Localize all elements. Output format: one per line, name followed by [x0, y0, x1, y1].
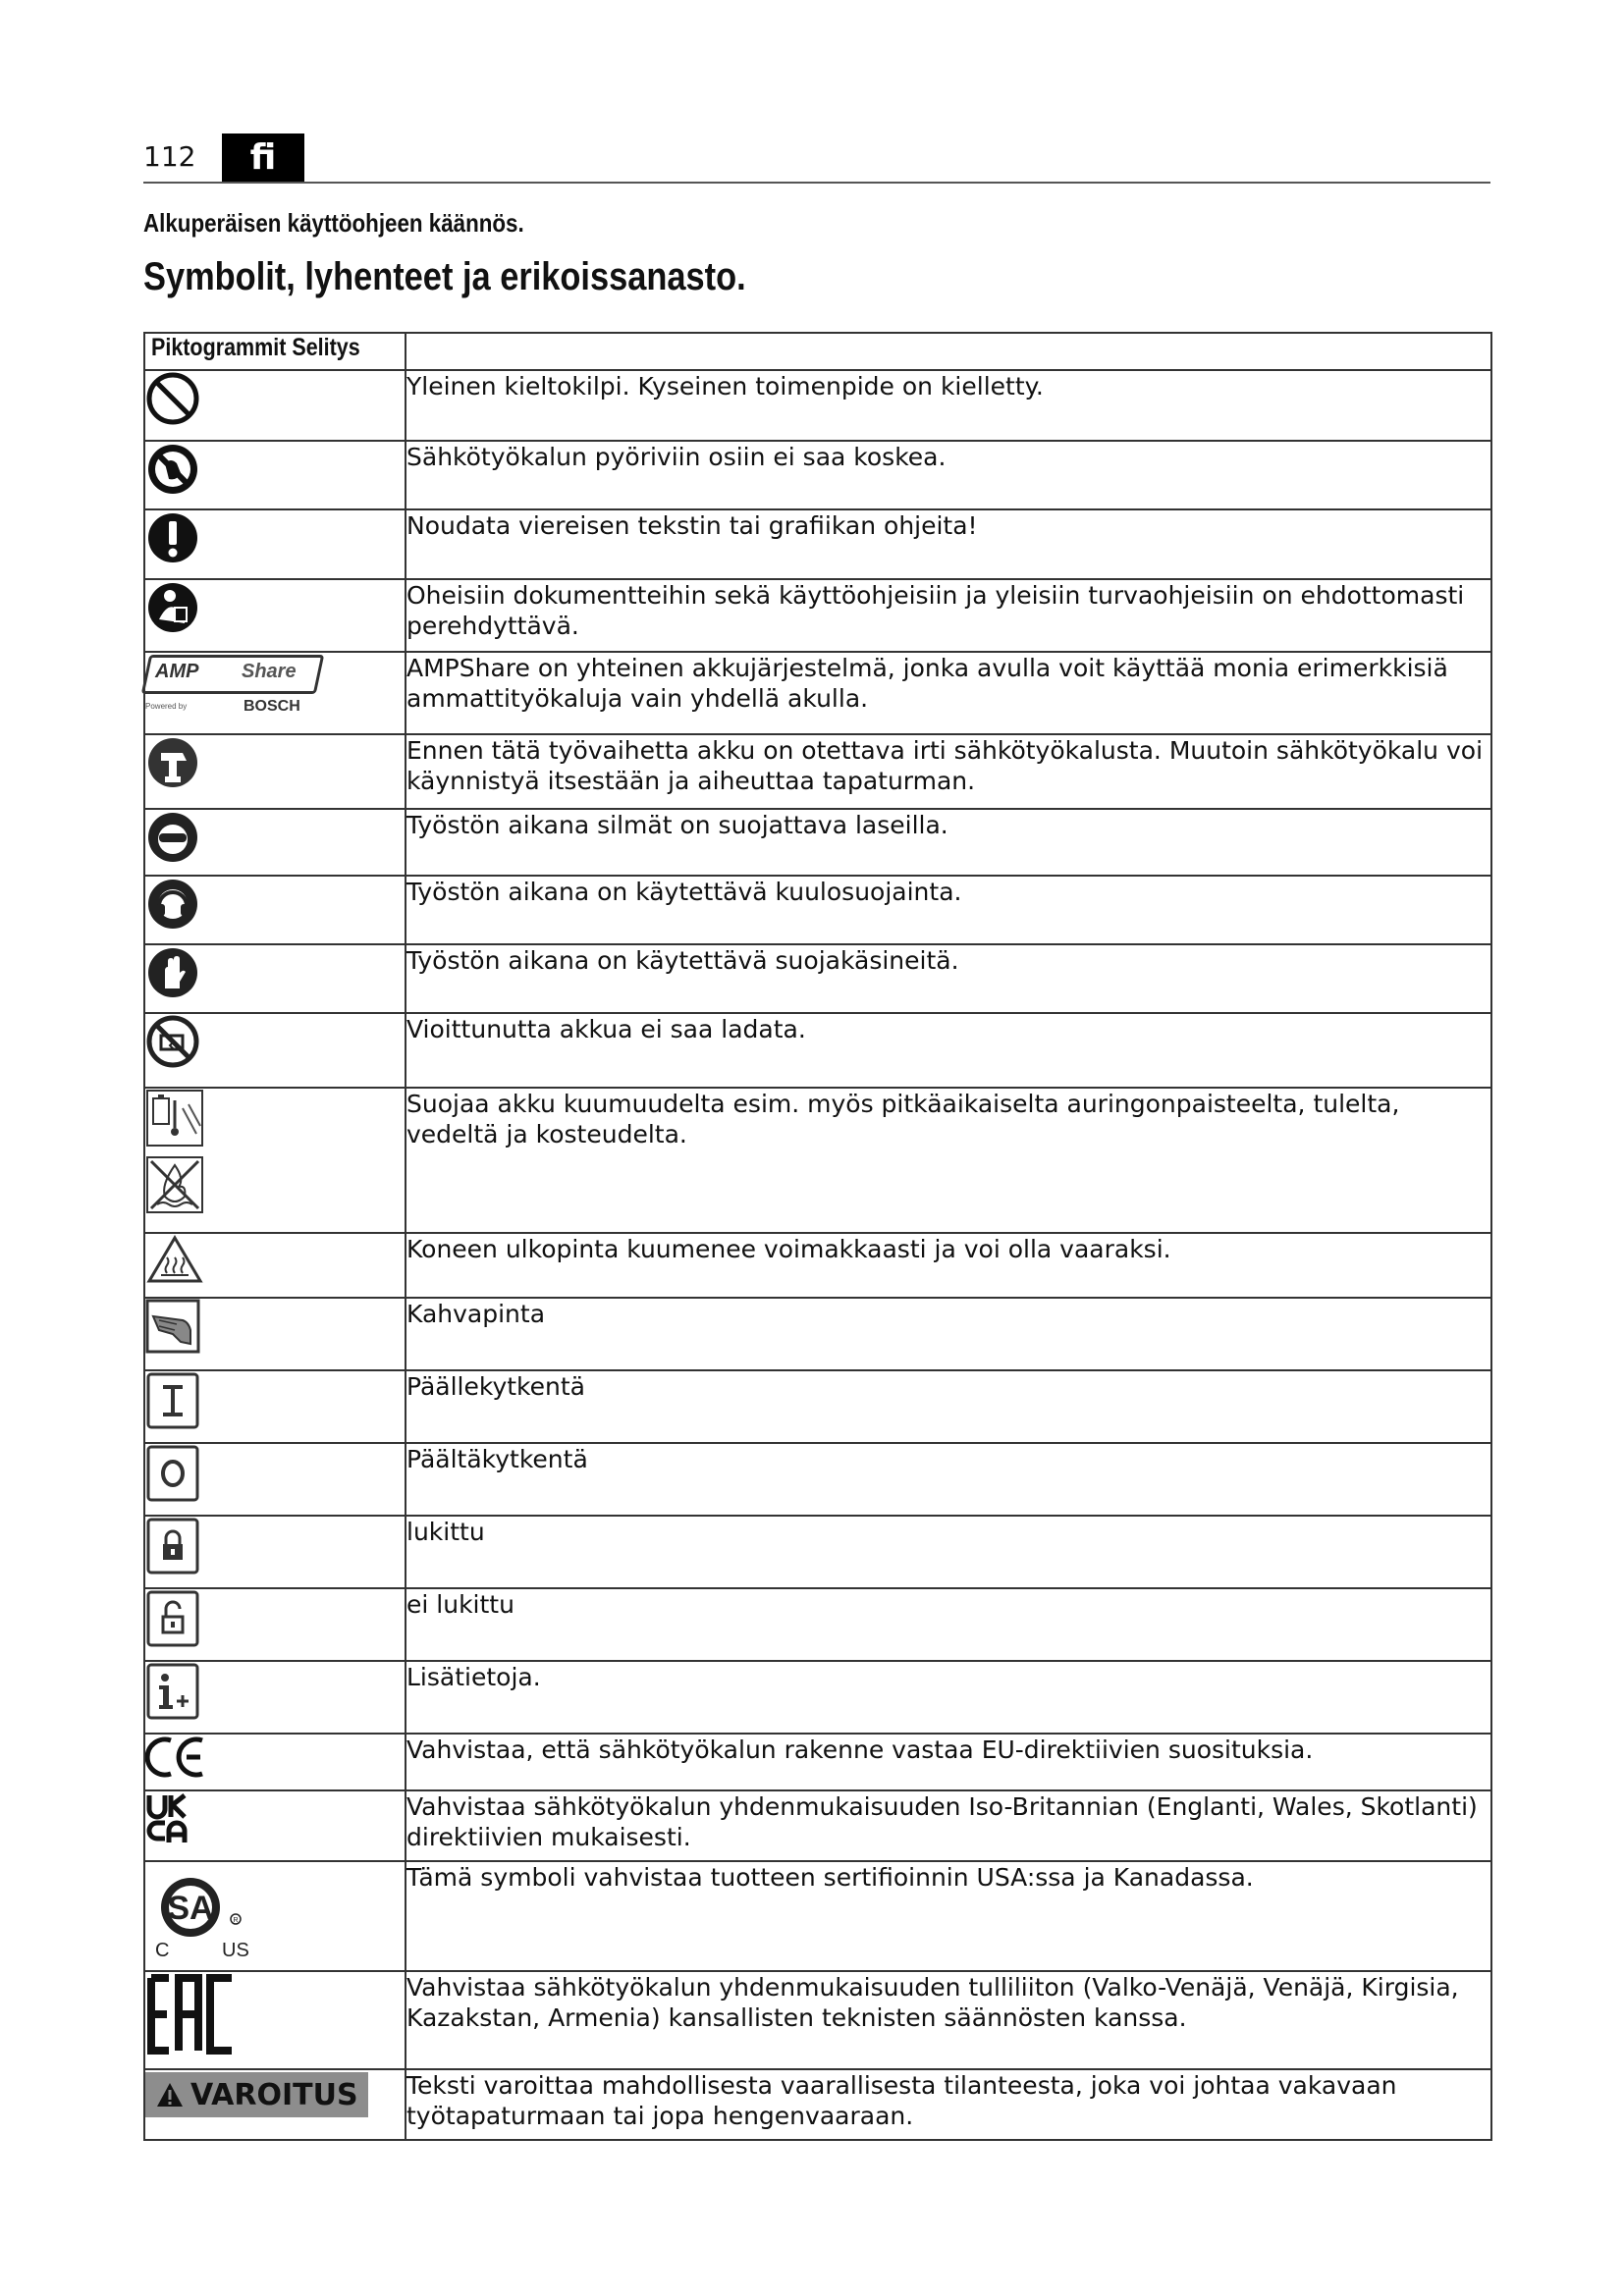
prohibition-icon	[145, 371, 200, 426]
table-row	[144, 2069, 1491, 2140]
row-description: Tämä symboli vahvistaa tuotteen sertifioinnin USA:ssa ja Kanadassa.	[406, 1861, 1491, 1971]
row-description: Vahvistaa sähkötyökalun yhdenmukaisuuden Iso-Britannian (Englanti, Wales, Skotlanti) direktiivien mukaisesti.	[406, 1790, 1491, 1861]
warning-triangle-icon	[155, 2081, 185, 2109]
unlocked-icon	[145, 1589, 200, 1648]
row-description: lukittu	[406, 1516, 1491, 1588]
powered-by-text: Powered by	[145, 702, 188, 711]
ukca-mark-icon	[145, 1791, 189, 1846]
svg-text:SA: SA	[167, 1890, 214, 1927]
wear-eye-protection-icon	[145, 810, 200, 865]
table-row	[144, 1298, 1491, 1370]
exclamation-warning-icon	[145, 510, 200, 565]
battery-temperature-icon	[145, 1089, 204, 1148]
row-description: Teksti varoittaa mahdollisesta vaarallisesta tilanteesta, joka voi johtaa vakavaan työtapaturmaan tai jopa hengenvaaraan.	[406, 2069, 1491, 2140]
table-row	[144, 370, 1491, 441]
no-fire-water-icon	[145, 1155, 204, 1214]
switch-on-icon	[145, 1371, 200, 1430]
table-row	[144, 1861, 1491, 1971]
do-not-touch-rotating-parts-icon	[145, 442, 200, 497]
grip-surface-icon	[145, 1299, 200, 1354]
document-subtitle: Alkuperäisen käyttöohjeen käännös.	[143, 208, 524, 238]
table-row	[144, 652, 1491, 734]
page-title: Symbolit, lyhenteet ja erikoissanasto.	[143, 255, 746, 298]
svg-text:US: US	[222, 1940, 249, 1960]
table-row	[144, 1088, 1491, 1233]
row-description: Työstön aikana silmät on suojattava laseilla.	[406, 809, 1491, 876]
row-description: Sähkötyökalun pyöriviin osiin ei saa koskea.	[406, 441, 1491, 509]
remove-battery-icon	[145, 735, 200, 790]
wear-ear-protection-icon	[145, 877, 200, 932]
table-row	[144, 734, 1491, 809]
table-row	[144, 1790, 1491, 1861]
ce-mark-icon	[145, 1735, 208, 1780]
eac-mark-icon	[145, 1972, 240, 2056]
do-not-charge-damaged-battery-icon	[145, 1014, 200, 1069]
page-number: 112	[143, 140, 196, 173]
row-description: Työstön aikana on käytettävä suojakäsineitä.	[406, 944, 1491, 1013]
row-description: Suojaa akku kuumuudelta esim. myös pitkäaikaiselta auringonpaisteelta, tulelta, vedeltä ja kosteudelta.	[406, 1088, 1491, 1233]
table-row	[144, 1370, 1491, 1443]
information-icon	[145, 1662, 200, 1721]
row-description: Yleinen kieltokilpi. Kyseinen toimenpide on kielletty.	[406, 370, 1491, 441]
row-description: Lisätietoja.	[406, 1661, 1491, 1734]
table-row	[144, 1013, 1491, 1088]
table-row	[144, 1661, 1491, 1734]
table-row	[144, 1588, 1491, 1661]
table-row	[144, 944, 1491, 1013]
row-description: Vioittunutta akkua ei saa ladata.	[406, 1013, 1491, 1088]
table-row	[144, 509, 1491, 579]
row-description: Vahvistaa, että sähkötyökalun rakenne vastaa EU-direktiivien suosituksia.	[406, 1734, 1491, 1790]
warning-label-icon	[145, 2072, 368, 2117]
row-description: Ennen tätä työvaihetta akku on otettava irti sähkötyökalusta. Muutoin sähkötyökalu voi käynnistyä itsestään ja aiheuttaa tapaturman.	[406, 734, 1491, 809]
read-manual-icon	[145, 580, 200, 635]
row-description: ei lukittu	[406, 1588, 1491, 1661]
row-description: Päällekytkentä	[406, 1370, 1491, 1443]
locked-icon	[145, 1517, 200, 1575]
symbols-table	[143, 332, 1492, 2141]
row-description: Vahvistaa sähkötyökalun yhdenmukaisuuden tulliliiton (Valko-Venäjä, Venäjä, Kirgisia, Kazakstan, Armenia) kansallisten teknisten säännösten kanssa.	[406, 1971, 1491, 2069]
row-description: Kahvapinta	[406, 1298, 1491, 1370]
table-row	[144, 1516, 1491, 1588]
row-description: Noudata viereisen tekstin tai grafiikan ohjeita!	[406, 509, 1491, 579]
svg-text:R: R	[233, 1917, 239, 1924]
table-row	[144, 1971, 1491, 2069]
hot-surface-icon	[145, 1234, 204, 1285]
table-row	[144, 1734, 1491, 1790]
svg-text:C: C	[155, 1940, 170, 1960]
row-description: Työstön aikana on käytettävä kuulosuojainta.	[406, 876, 1491, 944]
table-row	[144, 441, 1491, 509]
row-description: Päältäkytkentä	[406, 1443, 1491, 1516]
csa-certification-icon	[145, 1862, 263, 1960]
row-description: Oheisiin dokumentteihin sekä käyttöohjeisiin ja yleisiin turvaohjeisiin on ehdottomasti perehdyttävä.	[406, 579, 1491, 652]
bosch-brand-text: BOSCH	[244, 698, 300, 715]
language-badge: fi	[222, 133, 304, 183]
column-header-description	[406, 333, 1491, 370]
table-header-row	[144, 333, 1491, 370]
header-rule	[143, 182, 1490, 184]
ampshare-share-text: Share	[242, 661, 297, 682]
row-description: AMPShare on yhteinen akkujärjestelmä, jonka avulla voit käyttää monia erimerkkisiä ammattityökaluja vain yhdellä akulla.	[406, 652, 1491, 734]
table-row	[144, 876, 1491, 944]
table-row	[144, 1233, 1491, 1298]
column-header-pictograms: Piktogrammit Selitys	[144, 333, 406, 370]
warning-label-text: VAROITUS	[190, 2077, 358, 2112]
table-row	[144, 1443, 1491, 1516]
table-row	[144, 809, 1491, 876]
ampshare-logo-icon	[145, 653, 322, 721]
switch-off-icon	[145, 1444, 200, 1503]
ampshare-amp-text: AMP	[155, 661, 199, 682]
table-row	[144, 579, 1491, 652]
row-description: Koneen ulkopinta kuumenee voimakkaasti ja voi olla vaaraksi.	[406, 1233, 1491, 1298]
wear-gloves-icon	[145, 945, 200, 1000]
